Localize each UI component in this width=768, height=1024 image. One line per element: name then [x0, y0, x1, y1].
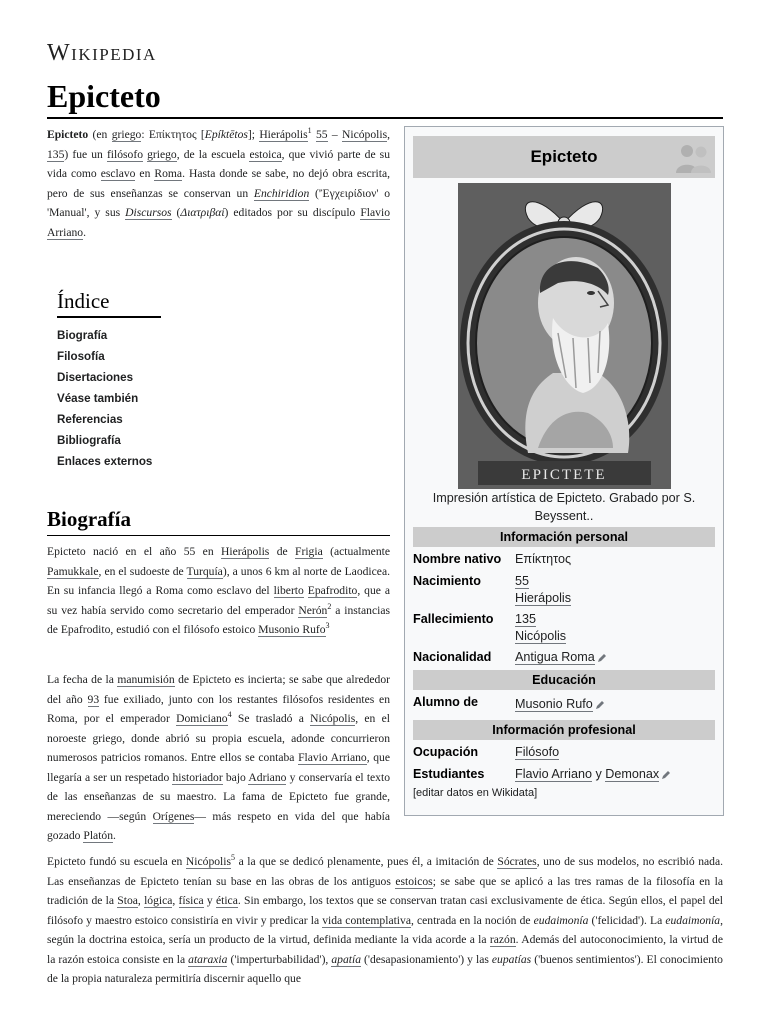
link-socrates[interactable]: Sócrates: [497, 855, 537, 868]
link-epafrodito[interactable]: Epafrodito: [307, 584, 358, 597]
link-musonio-rufo[interactable]: Musonio Rufo: [515, 697, 593, 711]
link-roma[interactable]: Roma: [154, 167, 183, 180]
link-fisica[interactable]: física: [178, 894, 204, 907]
label-fallecimiento: Fallecimiento: [413, 612, 494, 626]
link-nicopolis[interactable]: Nicópolis: [310, 712, 356, 725]
lead-bold-title: Epicteto: [47, 128, 89, 141]
link-nacimiento-year[interactable]: 55: [515, 574, 530, 588]
link-estoicos[interactable]: estoicos: [395, 874, 433, 888]
row-nacimiento: [413, 573, 715, 607]
link-nacionalidad[interactable]: Antigua Roma: [515, 650, 595, 664]
link-filosofo[interactable]: Filósofo: [515, 745, 560, 759]
row-ocupacion: [413, 744, 715, 761]
link-musonio-rufo[interactable]: Musonio Rufo: [258, 623, 326, 636]
link-nicopolis[interactable]: Nicópolis: [185, 855, 231, 868]
link-liberto[interactable]: liberto: [273, 584, 304, 597]
table-of-contents: [57, 289, 277, 472]
link-griego[interactable]: griego: [111, 128, 142, 141]
link-pamukkale[interactable]: Pamukkale: [47, 564, 99, 578]
label-estudiantes: Estudiantes: [413, 767, 485, 781]
row-nacionalidad: [413, 649, 715, 666]
link-apatia[interactable]: apatía: [331, 952, 361, 966]
link-flavio-arriano[interactable]: Flavio Arriano: [515, 767, 592, 781]
portrait-inscription: EPICTETE: [521, 467, 607, 483]
link-turquia[interactable]: Turquía: [186, 564, 223, 578]
toc-item-bibliografia[interactable]: Bibliografía: [57, 434, 121, 447]
row-fallecimiento: [413, 611, 715, 645]
toc-item-referencias[interactable]: Referencias: [57, 413, 123, 426]
ref-3[interactable]: 3: [325, 621, 330, 631]
row-alumno-de: [413, 694, 715, 711]
link-nicopolis[interactable]: Nicópolis: [342, 128, 388, 141]
link-filosofo[interactable]: filósofo: [106, 147, 144, 161]
link-griego-2[interactable]: griego: [147, 147, 177, 161]
section-educacion: Educación: [413, 670, 715, 690]
link-ataraxia[interactable]: ataraxia: [188, 952, 228, 966]
separator: y: [592, 767, 606, 781]
ref-4[interactable]: 4: [227, 710, 232, 720]
biografia-paragraph-3: Epicteto fundó su escuela en Nicópolis$^5$ a la que se dedicó plenamente, pues él, a imitación de Sócrates, uno de sus modelos, no escribió nada. Las enseñanzas de Epicteto tenían su base en las obras de los antiguos estoicos; se sabe que se aplicó a las tres ramas de la filosofía en la tradición de la Stoa, lógica, física y ética. Sin embargo, los textos que se conservan tratan casi exclusivamente de ética. Según ellos, el papel del filósofo y maestro estoico consistiría en vivir y predicar la vida contemplativa, centrada en la noción de eudaimonía ('felicidad'). La eudaimonía, según la doctrina estoica, sería un producto de la virtud, definida mediante la vida acorde a la razón. Además del autoconocimiento, la virtud de la razón estoica consiste en la ataraxia ('imperturbabilidad'), apatía ('desapasionamiento') y las eupatías ('buenos sentimientos'). El conocimiento de la propia naturaleza permitiría discernir aquello que: [47, 853, 724, 985]
link-flavio-arriano[interactable]: Flavio Arriano: [47, 206, 390, 239]
biografia-paragraph-1: Epicteto nació en el año 55 en Hierápolis de Frigia (actualmente Pamukkale, en el sudoeste de Turquía), a unos 6 km al norte de Laodicea. En su infancia llegó a Roma como esclavo del liberto Epafrodito, que a su vez había servido como secretario del emperador Nerón$^2$ a instancias de Epafrodito, estudió con el filósofo estoico Musonio Rufo$^3$: [47, 545, 390, 636]
toc-item-disertaciones[interactable]: Disertaciones: [57, 371, 134, 384]
link-discursos[interactable]: Discursos: [125, 206, 172, 219]
link-origenes[interactable]: Orígenes: [152, 809, 195, 823]
toc-item-enlaces-externos[interactable]: Enlaces externos: [57, 455, 153, 468]
toc-divider: [57, 316, 161, 318]
label-nacionalidad: Nacionalidad: [413, 650, 492, 664]
ref-1[interactable]: 1: [307, 126, 312, 136]
link-year-135[interactable]: 135: [47, 147, 65, 161]
portrait-engraving: [458, 183, 671, 489]
link-frigia[interactable]: Frigia: [295, 545, 323, 558]
link-hierapolis[interactable]: Hierápolis: [221, 545, 270, 558]
label-nacimiento: Nacimiento: [413, 574, 481, 588]
link-adriano[interactable]: Adriano: [248, 770, 287, 784]
link-year-55[interactable]: 55: [315, 128, 328, 141]
link-esclavo[interactable]: esclavo: [100, 167, 136, 180]
link-fallecimiento-year[interactable]: 135: [515, 612, 537, 626]
link-demonax[interactable]: Demonax: [605, 767, 660, 781]
infobox-title: Epicteto: [530, 147, 598, 166]
link-hierapolis[interactable]: Hierápolis: [259, 128, 308, 141]
toc-item-filosofia[interactable]: Filosofía: [57, 350, 105, 363]
transliteration: Epíktētos: [204, 128, 248, 141]
label-alumno-de: Alumno de: [413, 695, 479, 709]
ref-2[interactable]: 2: [327, 601, 332, 611]
section-heading-biografia: Biografía: [47, 507, 131, 531]
edit-pencil-icon[interactable]: [597, 653, 607, 663]
link-etica[interactable]: ética: [215, 894, 238, 907]
toc-title: Índice: [57, 289, 110, 313]
page-title: Epicteto: [47, 78, 161, 114]
ref-5[interactable]: 5: [231, 853, 235, 863]
link-year-93[interactable]: 93: [87, 692, 100, 706]
section-informacion-personal: Información personal: [413, 527, 715, 547]
toc-list: [57, 325, 277, 472]
link-nacimiento-place[interactable]: Hierápolis: [515, 591, 571, 605]
term-eudaimonia-2: eudaimonía: [665, 913, 721, 927]
link-vida-contemplativa[interactable]: vida contemplativa: [322, 913, 411, 927]
lead-paragraph: Epicteto (en griego: Επίκτητος [Epíktētos]; Hierápolis$^1$ 55 – Nicópolis, 135) fue un filósofo griego, de la escuela estoica, que vivió parte de su vida como esclavo en Roma. Hasta donde se sabe, no dejó obra escrita, pero de sus enseñanzas se conservan un Enchiridion ('Ἐγχειρίδιον' o 'Manual', y sus Discursos (Διατριβαί) editados por su discípulo Flavio Arriano.: [47, 126, 391, 239]
greek-diatribai: Διατριβαί: [180, 206, 225, 219]
link-manumision[interactable]: manumisión: [117, 673, 175, 686]
section-informacion-profesional: Información profesional: [413, 720, 715, 740]
title-divider: [47, 117, 723, 119]
link-fallecimiento-place[interactable]: Nicópolis: [515, 629, 567, 643]
biografia-paragraph-2: La fecha de la manumisión de Epicteto es incierta; se sabe que alrededor del año 93 fue exiliado, junto con los restantes filósofos residentes en Roma, por el emperador Domiciano$^4$ Se trasladó a Nicópolis, en el noroeste griego, donde abrió su propia escuela, adonde concurrieron numerosos patricios romanos. Entre ellos se contaba Flavio Arriano, que llegaría a ser un respetado historiador bajo Adriano y conservaría el texto de las enseñanzas de su maestro. La fama de Epicteto fue grande, mereciendo —según Orígenes— más respeto en vida del que había gozado Platón.: [47, 673, 391, 842]
link-domiciano[interactable]: Domiciano: [176, 712, 228, 725]
wikipedia-wordmark[interactable]: Wikipedia: [47, 40, 157, 66]
link-neron[interactable]: Nerón: [298, 603, 328, 617]
link-estoica[interactable]: estoica: [249, 147, 282, 161]
portrait-caption: Impresión artística de Epicteto. Grabado por S. Beyssent..: [432, 491, 696, 523]
link-razon[interactable]: razón: [489, 933, 516, 946]
link-historiador[interactable]: historiador: [172, 770, 223, 784]
infobox: [404, 126, 724, 816]
row-nombre-nativo: [413, 551, 715, 568]
row-estudiantes: [413, 766, 715, 783]
label-nombre-nativo: Nombre nativo: [413, 552, 502, 566]
edit-pencil-icon[interactable]: [595, 700, 605, 710]
link-enchiridion[interactable]: Enchiridion: [253, 186, 310, 200]
infobox-header: [413, 136, 715, 178]
link-flavio-arriano[interactable]: Flavio Arriano: [298, 751, 367, 764]
edit-pencil-icon[interactable]: [661, 770, 671, 780]
term-eupatias: eupatías: [491, 952, 532, 966]
term-eudaimonia: eudaimonía: [533, 913, 589, 927]
toc-item-biografia[interactable]: Biografía: [57, 329, 108, 342]
label-ocupacion: Ocupación: [413, 745, 479, 759]
link-stoa[interactable]: Stoa: [117, 894, 138, 907]
section-divider: [47, 535, 390, 536]
link-platon[interactable]: Platón: [83, 829, 114, 842]
link-logica[interactable]: lógica: [144, 894, 173, 907]
value-nombre-nativo: Επίκτητος: [515, 552, 572, 566]
portrait-image[interactable]: [458, 183, 671, 489]
toc-item-vease-tambien[interactable]: Véase también: [57, 392, 139, 405]
people-icon: [673, 140, 713, 174]
wikidata-edit-link[interactable]: [editar datos en Wikidata]: [413, 787, 538, 799]
